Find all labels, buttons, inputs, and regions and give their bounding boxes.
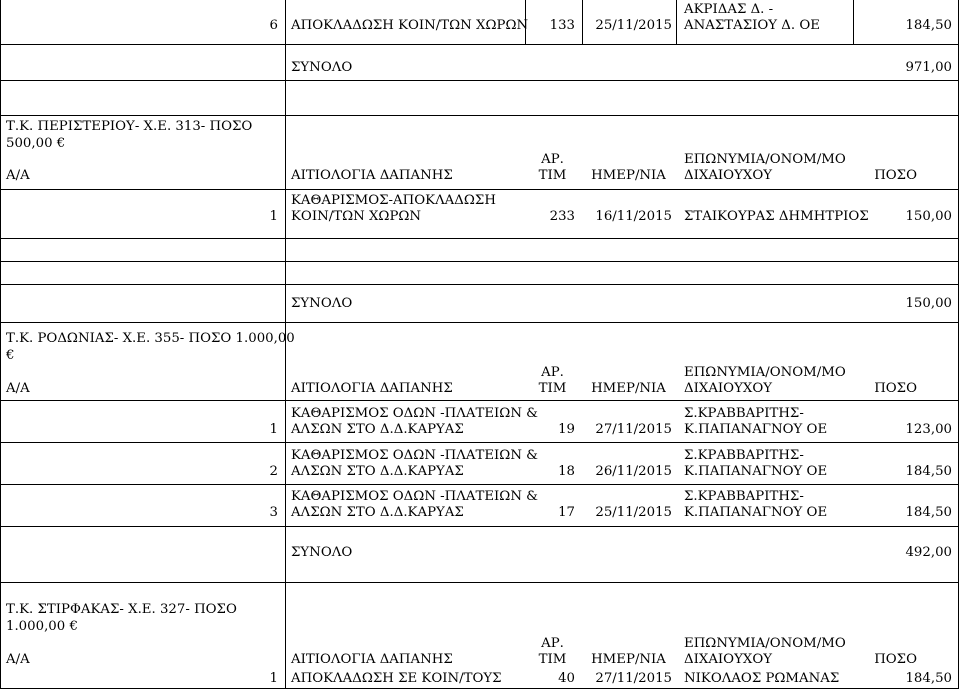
total-value: 492,00 — [905, 545, 952, 560]
row-number: 1 — [269, 671, 278, 686]
header-beneficiary: ΕΠΩΝΥΜΙΑ/ΟΝΟΜ/ΜΟ — [684, 636, 846, 651]
header-invoice-no: ΑΡ. — [541, 365, 564, 380]
row-divider — [0, 322, 959, 323]
section-title: Τ.Κ. ΠΕΡΙΣΤΕΡΙΟΥ- Χ.Ε. 313- ΠΟΣΟ — [6, 119, 253, 134]
expense-description: ΑΛΣΩΝ ΣΤΟ Δ.Δ.ΚΑΡΥΑΣ — [291, 464, 464, 479]
expense-description: ΑΛΣΩΝ ΣΤΟ Δ.Δ.ΚΑΡΥΑΣ — [291, 505, 464, 520]
header-invoice-no: ΤΙΜ — [538, 168, 567, 183]
header-description: ΑΙΤΙΟΛΟΓΙΑ ΔΑΠΑΝΗΣ — [291, 381, 453, 396]
header-beneficiary: ΔΙΧΑΙΟΥΧΟΥ — [684, 381, 773, 396]
beneficiary-name: ΣΤΑΙΚΟΥΡΑΣ ΔΗΜΗΤΡΙΟΣ — [684, 209, 869, 224]
beneficiary-name: Κ.ΠΑΠΑΝΑΓΝΟΥ ΟΕ — [684, 505, 828, 520]
expense-description: ΚΑΘΑΡΙΣΜΟΣ-ΑΠΟΚΛΑΔΩΣΗ — [291, 193, 496, 208]
header-beneficiary: ΔΙΧΑΙΟΥΧΟΥ — [684, 652, 773, 667]
total-label: ΣΥΝΟΛΟ — [291, 545, 353, 560]
row-divider — [0, 261, 959, 262]
beneficiary-name: ΑΚΡΙΔΑΣ Δ. - — [684, 2, 774, 17]
table-border-left — [0, 0, 1, 689]
header-invoice-no: ΑΡ. — [541, 152, 564, 167]
row-divider — [0, 284, 959, 285]
expense-description: ΑΠΟΚΛΑΔΩΣΗ ΣΕ ΚΟΙΝ/ΤΟΥΣ — [291, 671, 502, 686]
col-divider — [676, 0, 677, 44]
header-invoice-no: ΤΙΜ — [538, 652, 567, 667]
total-label: ΣΥΝΟΛΟ — [291, 296, 353, 311]
header-date: ΗΜΕΡ/ΝΙΑ — [591, 652, 666, 667]
row-number: 1 — [269, 422, 278, 437]
table-border-right — [958, 0, 959, 689]
row-divider — [0, 526, 959, 527]
beneficiary-name: Σ.ΚΡΑΒΒΑΡΙΤΗΣ- — [684, 448, 804, 463]
header-date: ΗΜΕΡ/ΝΙΑ — [591, 168, 666, 183]
expense-description: ΚΑΘΑΡΙΣΜΟΣ ΟΔΩΝ -ΠΛΑΤΕΙΩΝ & — [291, 406, 539, 421]
row-number: 1 — [269, 209, 278, 224]
col-divider — [285, 322, 286, 582]
section-title: 1.000,00 € — [6, 619, 78, 634]
invoice-number: 18 — [558, 464, 575, 479]
invoice-number: 19 — [558, 422, 575, 437]
beneficiary-name: Σ.ΚΡΑΒΒΑΡΙΤΗΣ- — [684, 489, 804, 504]
expense-description: ΑΠΟΚΛΑΔΩΣΗ ΚΟΙΝ/ΤΩΝ ΧΩΡΩΝ — [291, 18, 529, 33]
amount: 184,50 — [905, 464, 952, 479]
invoice-date: 25/11/2015 — [595, 505, 672, 520]
header-beneficiary: ΕΠΩΝΥΜΙΑ/ΟΝΟΜ/ΜΟ — [684, 152, 846, 167]
amount: 184,50 — [905, 505, 952, 520]
section-title: Τ.Κ. ΣΤΙΡΦΑΚΑΣ- Χ.Ε. 327- ΠΟΣΟ — [6, 602, 237, 617]
invoice-number: 233 — [549, 209, 575, 224]
header-description: ΑΙΤΙΟΛΟΓΙΑ ΔΑΠΑΝΗΣ — [291, 652, 453, 667]
header-aa: Α/Α — [6, 381, 30, 396]
col-divider — [285, 284, 286, 322]
header-amount: ΠΟΣΟ — [874, 652, 917, 667]
invoice-date: 27/11/2015 — [595, 422, 672, 437]
header-invoice-no: ΑΡ. — [541, 636, 564, 651]
amount: 123,00 — [905, 422, 952, 437]
expense-description: ΑΛΣΩΝ ΣΤΟ Δ.Δ.ΚΑΡΥΑΣ — [291, 422, 464, 437]
invoice-date: 25/11/2015 — [595, 18, 672, 33]
total-value: 150,00 — [905, 296, 952, 311]
header-amount: ΠΟΣΟ — [874, 168, 917, 183]
header-beneficiary: ΕΠΩΝΥΜΙΑ/ΟΝΟΜ/ΜΟ — [684, 365, 846, 380]
row-divider — [0, 442, 959, 443]
header-beneficiary: ΔΙΧΑΙΟΥΧΟΥ — [684, 168, 773, 183]
row-divider — [0, 238, 959, 239]
row-divider — [0, 582, 959, 583]
header-description: ΑΙΤΙΟΛΟΓΙΑ ΔΑΠΑΝΗΣ — [291, 168, 453, 183]
row-divider — [0, 484, 959, 485]
beneficiary-name: Σ.ΚΡΑΒΒΑΡΙΤΗΣ- — [684, 406, 804, 421]
total-value: 971,00 — [905, 60, 952, 75]
header-invoice-no: ΤΙΜ — [538, 381, 567, 396]
row-divider — [0, 115, 959, 116]
header-amount: ΠΟΣΟ — [874, 381, 917, 396]
row-number: 3 — [269, 505, 278, 520]
row-number: 6 — [269, 18, 278, 33]
section-title: 500,00 € — [6, 136, 66, 151]
beneficiary-name: Κ.ΠΑΠΑΝΑΓΝΟΥ ΟΕ — [684, 464, 828, 479]
header-aa: Α/Α — [6, 168, 30, 183]
total-label: ΣΥΝΟΛΟ — [291, 60, 353, 75]
row-divider — [0, 44, 959, 45]
col-divider — [285, 582, 286, 689]
amount: 150,00 — [905, 209, 952, 224]
row-divider — [0, 400, 959, 401]
invoice-number: 17 — [558, 505, 575, 520]
invoice-date: 26/11/2015 — [595, 464, 672, 479]
beneficiary-name: ΝΙΚΟΛΑΟΣ ΡΩΜΑΝΑΣ — [684, 671, 840, 686]
beneficiary-name: Κ.ΠΑΠΑΝΑΓΝΟΥ ΟΕ — [684, 422, 828, 437]
invoice-number: 40 — [558, 671, 575, 686]
row-divider — [0, 189, 959, 190]
beneficiary-name: ΑΝΑΣΤΑΣΙΟΥ Δ. ΟΕ — [684, 18, 820, 33]
col-divider — [285, 115, 286, 238]
amount: 184,50 — [905, 671, 952, 686]
row-number: 2 — [269, 464, 278, 479]
invoice-date: 16/11/2015 — [595, 209, 672, 224]
col-divider — [582, 0, 583, 44]
expense-description: ΚΑΘΑΡΙΣΜΟΣ ΟΔΩΝ -ΠΛΑΤΕΙΩΝ & — [291, 489, 539, 504]
col-divider — [853, 0, 854, 44]
invoice-date: 27/11/2015 — [595, 671, 672, 686]
col-divider — [285, 0, 286, 44]
amount: 184,50 — [905, 18, 952, 33]
invoice-number: 133 — [549, 18, 575, 33]
expense-description: ΚΑΘΑΡΙΣΜΟΣ ΟΔΩΝ -ΠΛΑΤΕΙΩΝ & — [291, 448, 539, 463]
header-date: ΗΜΕΡ/ΝΙΑ — [591, 381, 666, 396]
section-title: Τ.Κ. ΡΟΔΩΝΙΑΣ- Χ.Ε. 355- ΠΟΣΟ 1.000,00 — [6, 331, 295, 346]
expense-description: ΚΟΙΝ/ΤΩΝ ΧΩΡΩΝ — [291, 209, 422, 224]
row-divider — [0, 80, 959, 81]
section-title: € — [6, 348, 15, 363]
header-aa: Α/Α — [6, 652, 30, 667]
